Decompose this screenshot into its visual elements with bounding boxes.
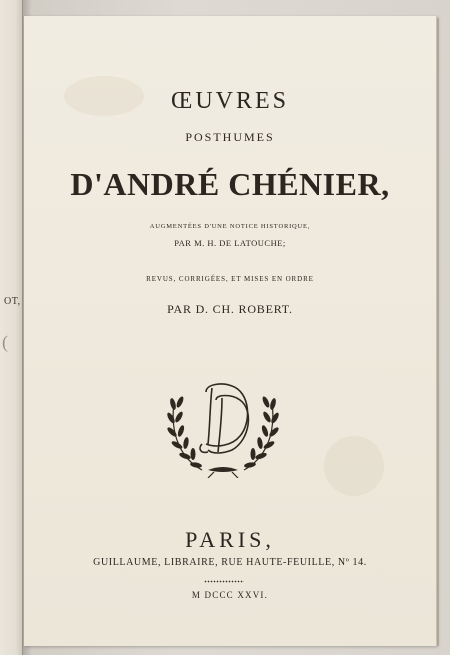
revised-note: REVUS, CORRIGÉES, ET MISES EN ORDRE — [146, 275, 314, 283]
facing-page-text-fragment-2: ( — [2, 332, 8, 352]
augmented-by: PAR M. H. DE LATOUCHE; — [174, 238, 286, 248]
facing-page-edge — [0, 0, 23, 655]
revised-by: PAR D. CH. ROBERT. — [167, 302, 293, 316]
publisher-line: GUILLAUME, LIBRAIRE, RUE HAUTE-FEUILLE, Nº 14. — [93, 557, 367, 568]
publication-place: PARIS, — [185, 527, 275, 552]
title-line-2: POSTHUMES — [185, 130, 275, 144]
dotted-rule — [204, 580, 244, 583]
monogram-wreath-emblem — [162, 374, 284, 478]
paper-stain — [324, 436, 384, 496]
title-page — [24, 16, 437, 646]
facing-page-text-fragment: OT, — [4, 296, 21, 307]
title-line-1: ŒUVRES — [170, 88, 290, 114]
augmented-note: AUGMENTÉES D'UNE NOTICE HISTORIQUE, — [149, 223, 311, 230]
publication-year: M DCCC XXVI. — [191, 590, 269, 600]
author-name: D'ANDRÉ CHÉNIER, — [70, 166, 390, 202]
